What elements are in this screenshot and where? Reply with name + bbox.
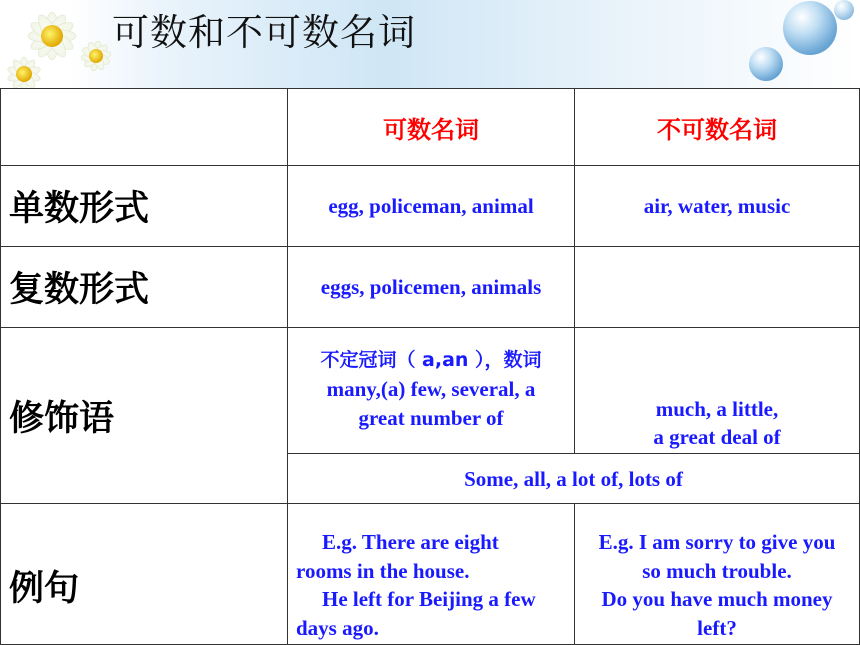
modifiers-uncountable-line-2: a great deal of (653, 425, 781, 449)
example-countable-line-1: E.g. There are eight (322, 530, 499, 554)
example-uncountable-line-2: so much trouble. (642, 558, 792, 583)
singular-countable-cell: egg, policeman, animal (287, 165, 575, 247)
example-uncountable-line-3: Do you have much money (601, 587, 833, 611)
example-uncountable-line-1: E.g. I am sorry to give you (598, 530, 836, 554)
row-label-plural: 复数形式 (0, 246, 288, 328)
column-header-uncountable: 不可数名词 (574, 88, 860, 166)
example-countable-line-4: days ago. (296, 615, 379, 640)
example-countable-line-2: rooms in the house. (296, 558, 470, 583)
modifiers-countable-cell (287, 327, 575, 454)
row-label-singular: 单数形式 (0, 165, 288, 247)
examples-countable-cell (287, 503, 575, 645)
modifiers-shared-cell: Some, all, a lot of, lots of (287, 453, 860, 504)
bubbles-decoration-icon (740, 0, 860, 88)
plural-countable-cell: eggs, policemen, animals (287, 246, 575, 328)
modifiers-countable-lead: 不定冠词（ a,an ），数词 (320, 349, 542, 371)
modifiers-countable-line-1: many,(a) few, several, a (326, 377, 536, 401)
row-label-modifiers: 修饰语 (0, 327, 288, 504)
table-corner-cell (0, 88, 288, 166)
singular-uncountable-cell: air, water, music (574, 165, 860, 247)
noun-comparison-table (0, 88, 860, 645)
examples-uncountable-cell (574, 503, 860, 645)
plural-uncountable-cell (574, 246, 860, 328)
modifiers-uncountable-cell (574, 327, 860, 454)
example-uncountable-line-4: left? (697, 615, 737, 640)
modifiers-countable-line-2: great number of (358, 406, 504, 430)
modifiers-uncountable-line-1: much, a little, (655, 397, 779, 421)
page-title: 可数和不可数名词 (112, 11, 416, 54)
column-header-countable: 可数名词 (287, 88, 575, 166)
row-label-examples: 例句 (0, 503, 288, 645)
example-countable-line-3: He left for Beijing a few (322, 587, 536, 611)
slide-header (0, 0, 860, 88)
